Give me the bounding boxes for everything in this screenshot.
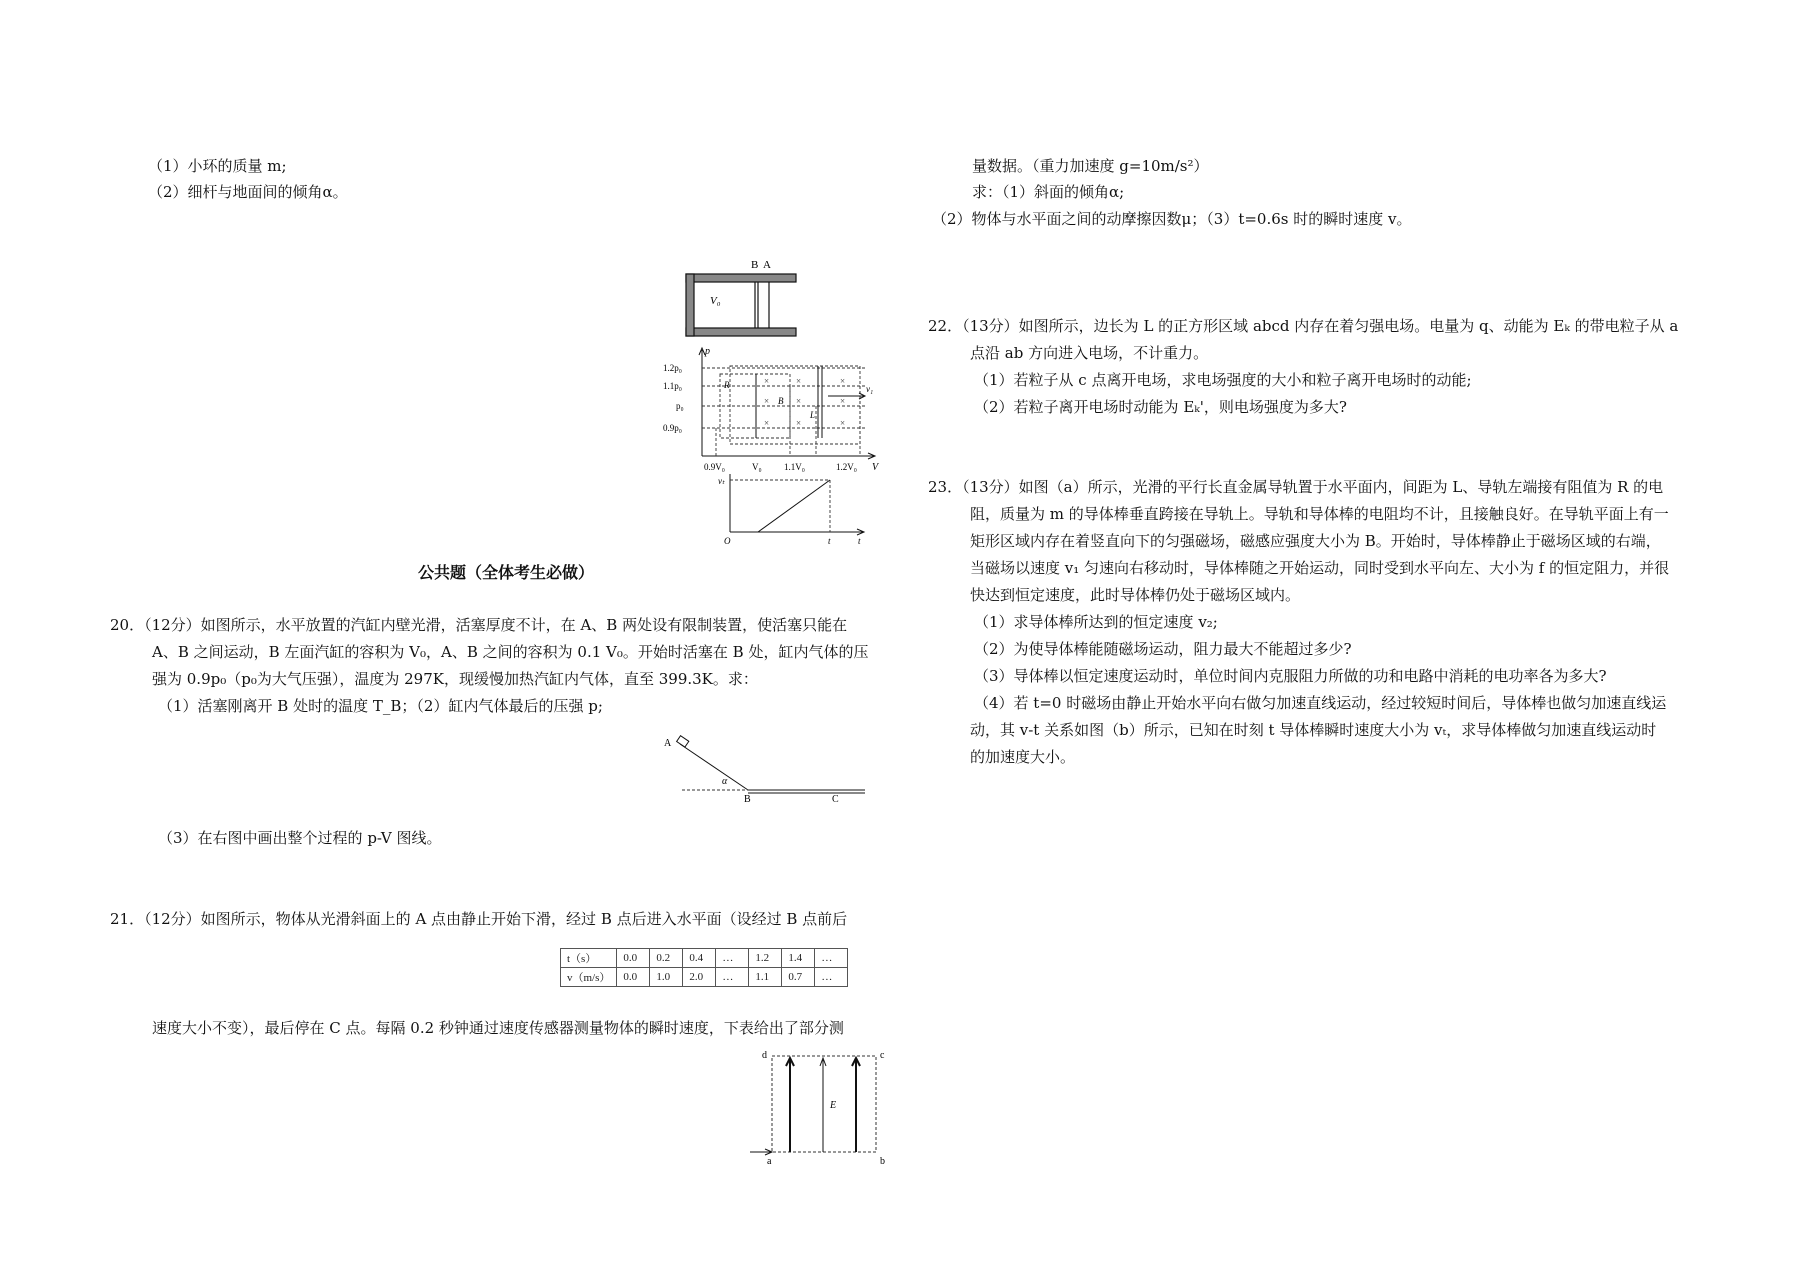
q23-line1: 23．（13分）如图（a）所示，光滑的平行长直金属导轨置于水平面内，间距为 L、导轨左端接有阻值为 R 的电: [928, 478, 1664, 496]
vt-graph: [718, 470, 868, 548]
q19-part1: （1）小环的质量 m;: [148, 157, 287, 175]
svg-text:×: ×: [840, 396, 846, 406]
field-label-e: E: [830, 1100, 837, 1111]
svg-text:×: ×: [796, 418, 802, 428]
vt-origin: O: [724, 536, 731, 546]
q21-cont-line2: 求：（1）斜面的倾角α;: [972, 183, 1125, 201]
svg-text:×: ×: [796, 376, 802, 386]
pv-tick-y: 1.1p₀: [663, 381, 682, 391]
q21-line1: 21．（12分）如图所示，物体从光滑斜面上的 A 点由静止开始下滑，经过 B 点后进入水平面（设经过 B 点前后: [110, 910, 848, 928]
magnet-cross-marks: [764, 376, 845, 428]
q20-part3: （3）在右图中画出整个过程的 p-V 图线。: [158, 829, 442, 847]
table-cell: 1.4: [782, 949, 815, 968]
q23-line3: 矩形区域内存在着竖直向下的匀强磁场，磁感应强度大小为 B。开始时，导体棒静止于磁场区域的右端，: [970, 532, 1661, 550]
svg-text:×: ×: [764, 418, 770, 428]
pv-tick-y: p₀: [676, 401, 684, 411]
incline-figure: [660, 736, 870, 806]
incline-label-alpha: α: [722, 776, 728, 787]
table-cell: t（s）: [561, 949, 617, 968]
pv-axis-p: p: [705, 346, 710, 357]
table-cell: 0.0: [617, 949, 650, 968]
q20-line2: A、B 之间运动，B 左面汽缸的容积为 V₀，A、B 之间的容积为 0.1 V₀。开始时活塞在 B 处，缸内气体的压: [152, 643, 869, 661]
q22-line1: 22．（13分）如图所示，边长为 L 的正方形区域 abcd 内存在着匀强电场。电量为 q、动能为 Eₖ 的带电粒子从 a: [928, 317, 1679, 335]
speed-table-row: [561, 968, 848, 987]
table-cell: 0.0: [617, 968, 650, 987]
q23-line5: 快达到恒定速度，此时导体棒仍处于磁场区域内。: [970, 586, 1301, 604]
q19-part2: （2）细杆与地面间的倾角α。: [148, 183, 348, 201]
magnet-label-v1: v₁: [866, 384, 874, 394]
table-cell: 2.0: [683, 968, 716, 987]
pv-tick-x: 1.2V₀: [836, 462, 857, 472]
magnet-label-r: R: [724, 380, 730, 390]
q23-line6: （1）求导体棒所达到的恒定速度 v₂;: [974, 613, 1218, 631]
table-cell: 0.4: [683, 949, 716, 968]
q23-line2: 阻，质量为 m 的导体棒垂直跨接在导轨上。导轨和导体棒的电阻均不计，且接触良好。在导轨平面上有一: [970, 505, 1669, 523]
cylinder-figure: [680, 258, 800, 346]
cylinder-label-a: A: [763, 259, 771, 271]
table-cell: …: [716, 968, 749, 987]
field-label-d: d: [762, 1050, 767, 1061]
q20-line3: 强为 0.9p₀（p₀为大气压强），温度为 297K，现缓慢加热汽缸内气体，直至 399.3K。求：: [152, 670, 758, 688]
pv-tick-x: V₀: [752, 462, 762, 472]
table-cell: 1.0: [650, 968, 683, 987]
field-label-b: b: [880, 1156, 885, 1167]
vt-t-mark: t: [828, 536, 831, 546]
q20-line4: （1）活塞刚离开 B 处时的温度 T_B；（2）缸内气体最后的压强 p;: [158, 697, 603, 715]
table-cell: v（m/s）: [561, 968, 617, 987]
q22-line3: （1）若粒子从 c 点离开电场，求电场强度的大小和粒子离开电场时的动能;: [974, 371, 1472, 389]
q23-line9: （4）若 t=0 时磁场由静止开始水平向右做匀加速直线运动，经过较短时间后，导体棒也做匀加速直线运: [974, 694, 1667, 712]
svg-text:×: ×: [764, 396, 770, 406]
vt-axis-t: t: [858, 536, 861, 546]
pv-tick-x: 0.9V₀: [704, 462, 725, 472]
speed-table-header-row: [561, 949, 848, 968]
svg-text:×: ×: [796, 396, 802, 406]
table-cell: 0.7: [782, 968, 815, 987]
q23-line7: （2）为使导体棒能随磁场运动，阻力最大不能超过多少?: [974, 640, 1352, 658]
q22-line4: （2）若粒子离开电场时动能为 Eₖ'，则电场强度为多大?: [974, 398, 1347, 416]
q23-line4: 当磁场以速度 v₁ 匀速向右移动时，导体棒随之开始运动，同时受到水平向左、大小为 f 的恒定阻力，并很: [970, 559, 1670, 577]
svg-text:×: ×: [840, 418, 846, 428]
q23-line10: 动，其 v-t 关系如图（b）所示，已知在时刻 t 导体棒瞬时速度大小为 vₜ，求导体棒做匀加速直线运动时: [970, 721, 1657, 739]
table-cell: …: [815, 968, 848, 987]
speed-table: [560, 948, 848, 987]
pv-tick-x: 1.1V₀: [784, 462, 805, 472]
q22-line2: 点沿 ab 方向进入电场，不计重力。: [970, 344, 1209, 362]
field-label-a: a: [767, 1156, 772, 1167]
section-title: 公共题（全体考生必做）: [418, 563, 595, 582]
incline-label-c: C: [832, 794, 839, 805]
magnet-label-l: L: [810, 410, 816, 420]
q21-cont-line3: （2）物体与水平面之间的动摩擦因数μ；（3）t=0.6s 时的瞬时速度 v。: [932, 210, 1412, 228]
table-cell: …: [716, 949, 749, 968]
field-square-figure: [750, 1050, 896, 1166]
q21-cont-line1: 量数据。（重力加速度 g=10m/s²）: [972, 157, 1209, 175]
q23-line11: 的加速度大小。: [970, 748, 1076, 766]
table-cell: …: [815, 949, 848, 968]
svg-text:×: ×: [764, 376, 770, 386]
pv-tick-y: 1.2p₀: [663, 363, 682, 373]
incline-label-a: A: [664, 738, 672, 749]
field-label-c: c: [880, 1050, 885, 1061]
cylinder-label-b: B: [751, 259, 759, 271]
pv-tick-y: 0.9p₀: [663, 423, 682, 433]
pv-axis-v: V: [872, 462, 879, 473]
cylinder-label-v0: V₀: [710, 295, 721, 307]
vt-axis-v: vₜ: [718, 476, 725, 486]
incline-label-b: B: [744, 794, 751, 805]
q23-line8: （3）导体棒以恒定速度运动时，单位时间内克服阻力所做的功和电路中消耗的电功率各为多大?: [974, 667, 1607, 685]
svg-text:×: ×: [840, 376, 846, 386]
pv-graph: [660, 346, 880, 474]
table-cell: 0.2: [650, 949, 683, 968]
table-cell: 1.2: [749, 949, 782, 968]
q20-line1: 20．（12分）如图所示，水平放置的汽缸内壁光滑，活塞厚度不计，在 A、B 两处设有限制装置，使活塞只能在: [110, 616, 848, 634]
magnet-label-b: B: [778, 396, 784, 406]
q21-line2: 速度大小不变），最后停在 C 点。每隔 0.2 秒钟通过速度传感器测量物体的瞬时速度，下表给出了部分测: [152, 1019, 844, 1037]
table-cell: 1.1: [749, 968, 782, 987]
